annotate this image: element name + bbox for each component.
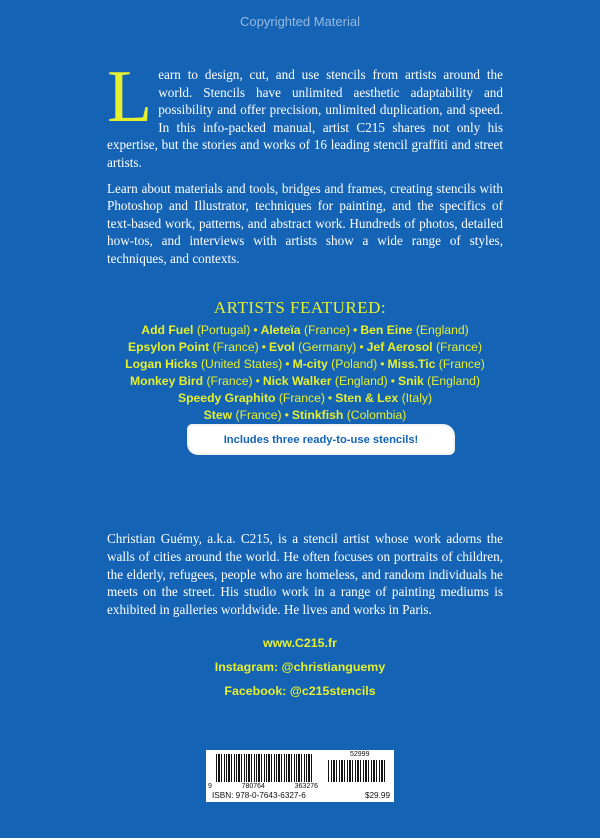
artist-name: Epsylon Point xyxy=(127,340,210,354)
artist-country: (France) xyxy=(278,391,325,405)
barcode xyxy=(206,750,394,802)
artists-heading: ARTISTS FEATURED: xyxy=(213,298,387,317)
artist-name: Snik xyxy=(398,374,424,388)
artists-line: Speedy Graphito (France) • Sten & Lex (Italy) xyxy=(177,391,433,405)
artist-country: (England) xyxy=(334,374,388,388)
isbn: ISBN: 978-0-7643-6327-6 xyxy=(212,791,306,800)
instagram-link[interactable]: Instagram: @christianguemy xyxy=(214,660,386,674)
artist-name: M-city xyxy=(292,357,328,371)
artists-line: Logan Hicks (United States) • M-city (Poland) • Miss.Tic (France) xyxy=(125,357,485,371)
artists-line: Stew (France) • Stinkfish (Colombia) xyxy=(203,408,407,422)
copyright-watermark: Copyrighted Material xyxy=(240,14,360,29)
website-link[interactable]: www.C215.fr xyxy=(263,636,337,650)
drop-cap: L xyxy=(107,56,153,138)
artist-name: Monkey Bird xyxy=(129,374,204,388)
author-bio: Christian Guémy, a.k.a. C215, is a stencil artist whose work adorns the walls of cities around the world. He often focuses on portraits of children, the elderly, refugees, people who are homeless, and random individuals he meets on the street. His studio work in a range of painting mediums is exhibited in galleries worldwide. He lives and works in Paris. xyxy=(107,531,503,618)
artist-name: Jef Aerosol xyxy=(366,340,433,354)
artist-name: Stew xyxy=(203,408,233,422)
artist-name: Evol xyxy=(268,340,295,354)
intro-text xyxy=(107,56,503,276)
artist-name: Aleteïa xyxy=(260,323,301,337)
artist-name: Logan Hicks xyxy=(125,357,198,371)
isbn-line xyxy=(212,791,390,800)
intro-paragraph-1: Learn to design, cut, and use stencils from artists around the world. Stencils have unlimited aesthetic adaptability and possibility and offer precision, unlimited duplication, and speed. In this info-packed manual, artist C215 shares not only his expertise, but the stories and works of 16 leading stencil graffiti and street artists. xyxy=(107,56,503,170)
artist-name: Nick Walker xyxy=(262,374,332,388)
artist-country: (Poland) xyxy=(331,357,378,371)
artist-country: (France) xyxy=(438,357,485,371)
barcode-digits: 9 780764 363276 xyxy=(208,783,318,790)
artist-country: (France) xyxy=(235,408,282,422)
price-code: 52999 xyxy=(350,751,370,758)
artist-country: (France) xyxy=(206,374,253,388)
artists-list xyxy=(107,322,503,424)
artist-name: Speedy Graphito xyxy=(177,391,276,405)
artists-line: Add Fuel (Portugal) • Aleteïa (France) • Ben Eine (England) xyxy=(141,323,469,337)
artist-name: Stinkfish xyxy=(291,408,344,422)
artist-name: Ben Eine xyxy=(360,323,413,337)
price-barcode-bars xyxy=(328,760,386,782)
stencils-ribbon: Includes three ready-to-use stencils! xyxy=(189,426,453,453)
artists-line: Epsylon Point (France) • Evol (Germany) • Jef Aerosol (France) xyxy=(127,340,483,354)
artist-name: Sten & Lex xyxy=(335,391,399,405)
artist-country: (England) xyxy=(427,374,481,388)
artist-country: (France) xyxy=(435,340,483,354)
artist-name: Add Fuel xyxy=(141,323,194,337)
intro-paragraph-2: Learn about materials and tools, bridges and frames, creating stencils with Photoshop and Illustrator, techniques for painting, and the specifics of text-based work, patterns, and abstract work. Hundreds of photos, detailed how-tos, and interviews with artists show a wide range of styles, techniques, and contexts. xyxy=(107,180,503,266)
barcode-bars xyxy=(216,754,314,782)
artist-country: (Italy) xyxy=(401,391,433,405)
artist-country: (Colombia) xyxy=(346,408,407,422)
artist-name: Miss.Tic xyxy=(387,357,436,371)
artists-line: Monkey Bird (France) • Nick Walker (England) • Snik (England) xyxy=(129,374,481,388)
artist-country: (Germany) xyxy=(298,340,357,354)
price: $29.99 xyxy=(364,791,390,800)
artist-country: (France) xyxy=(303,323,351,337)
artist-country: (Portugal) xyxy=(196,323,251,337)
facebook-link[interactable]: Facebook: @c215stencils xyxy=(224,684,376,698)
artist-country: (France) xyxy=(212,340,259,354)
artist-country: (United States) xyxy=(200,357,283,371)
artist-country: (England) xyxy=(415,323,469,337)
